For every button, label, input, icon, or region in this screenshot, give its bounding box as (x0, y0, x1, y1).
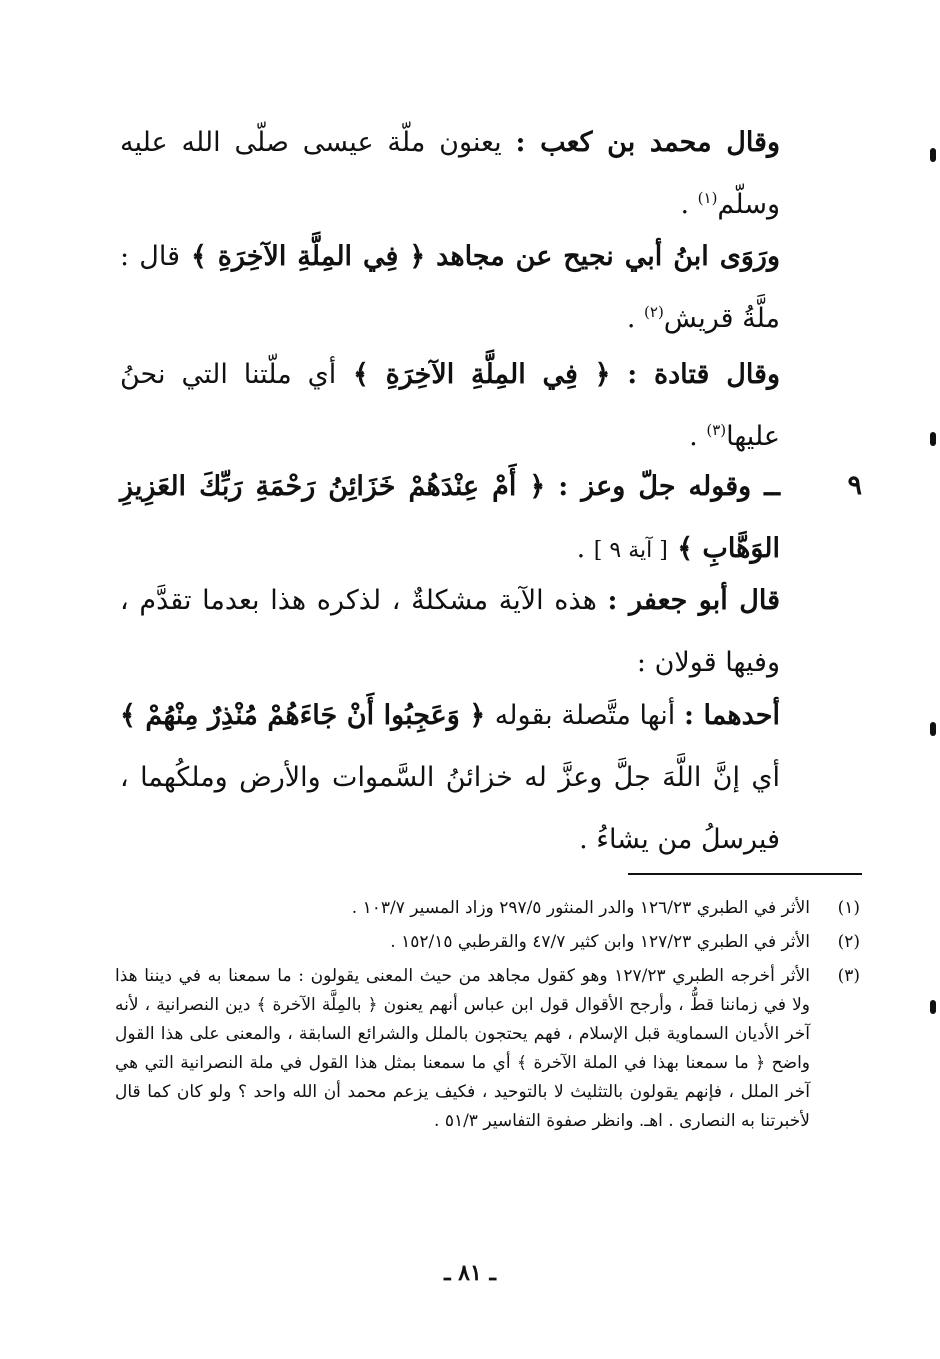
paragraph-2-text: قال : ملَّةُ قريش (120, 241, 780, 334)
quran-quote-2: ﴿ فِي المِلَّةِ الآخِرَةِ ﴾ (179, 241, 437, 272)
paragraph-1 (120, 112, 780, 236)
verse-number: ٩ (847, 470, 862, 501)
paragraph-3-tail: . (689, 421, 707, 452)
footnote-ref-1: (١) (697, 189, 718, 207)
margin-mark (930, 1000, 936, 1014)
speaker-1: وقال محمد بن كعب : (515, 127, 780, 158)
footnote-1-text: الأثر في الطبري ١٢٦/٢٣ والدر المنثور ٢٩٧/٥ وزاد المسير ١٠٣/٧ . (351, 898, 810, 918)
speaker-5: قال أبو جعفر : (607, 585, 780, 616)
speaker-3: وقال قتادة : (627, 359, 780, 390)
page-number: ـ ٨١ ـ (444, 1260, 496, 1286)
paragraph-2-tail: . (626, 303, 645, 334)
quran-quote-6: ﴿ وَعَجِبُوا أَنْ جَاءَهُمْ مُنْذِرٌ مِنْهُمْ ﴾ (120, 700, 495, 731)
speaker-6: أحدهما : (684, 700, 780, 731)
paragraph-4 (120, 456, 780, 582)
paragraph-3-text: أي ملّتنا التي نحنُ عليها (120, 359, 780, 452)
quran-quote-4: ﴿ أَمْ عِنْدَهُمْ خَزَائِنُ رَحْمَةِ رَبِّكَ العَزِيزِ الوَهَّابِ ﴾ (120, 471, 780, 564)
speaker-4: ــ وقوله جلّ وعز : (558, 471, 780, 502)
paragraph-2 (120, 226, 780, 350)
margin-mark (930, 148, 936, 162)
footnote-ref-2: (٢) (644, 303, 664, 321)
footnote-2-text: الأثر في الطبري ١٢٧/٢٣ وابن كثير ٤٧/٧ والقرطبي ١٥٢/١٥ . (390, 932, 810, 952)
footnote-3-number: (٣) (837, 966, 860, 986)
paragraph-5 (120, 570, 780, 694)
margin-mark (930, 432, 936, 446)
paragraph-6-text: أنها متَّصلة بقوله (494, 700, 685, 731)
footnote-3 (115, 962, 860, 1136)
paragraph-6-text-2: أي إنَّ اللَّهَ جلَّ وعزَّ له خزائنُ السَّموات والأرض وملكُهما ، فيرسلُ من يشاءُ . (120, 762, 780, 855)
footnote-1-number: (١) (837, 898, 860, 918)
quran-quote-3: ﴿ فِي المِلَّةِ الآخِرَةِ ﴾ (336, 359, 628, 390)
footnote-1 (115, 894, 860, 923)
paragraph-5-text: هذه الآية مشكلةٌ ، لذكره هذا بعدما تقدَّم ، وفيها قولان : (120, 585, 780, 678)
footnote-separator (628, 873, 862, 875)
footnote-ref-3: (٣) (706, 421, 727, 439)
margin-mark (930, 722, 936, 736)
footnote-2-number: (٢) (837, 932, 860, 952)
paragraph-4-tail: . (576, 533, 594, 564)
paragraph-6 (120, 685, 780, 871)
paragraph-1-text: يعنون ملّة عيسى صلّى الله عليه وسلّم (120, 127, 780, 220)
paragraph-3 (120, 344, 780, 468)
footnote-2 (115, 928, 860, 957)
verse-reference: [ آية ٩ ] (593, 538, 668, 563)
footnote-3-text: الأثر أخرجه الطبري ١٢٧/٢٣ وهو كقول مجاهد من حيث المعنى يقولون : ما سمعنا به في ديننا هذا ولا في زماننا قطُّ ، وأرجح الأقوال قول ابن عباس أنهم يعنون ﴿ بالمِلَّة الآخرة ﴾ دين النصرانية ، لأنه آخر الأديان السماوية قبل الإسلام ، فهم يحتجون بالملل والشرائع السابقة ، والمعنى على هذا القول واضح ﴿ ما سمعنا بهذا في الملة الآخرة ﴾ أي ما سمعنا بمثل هذا القول في ملة النصرانية التي هي آخر الملل ، فإنهم يقولون بالتثليث لا بالتوحيد ، فكيف يزعم محمد أن الله واحد ؟ ولو كان كما قال لأخبرتنا به النصارى . اهـ. وانظر صفوة التفاسير ٥١/٣ . (115, 966, 811, 1131)
paragraph-1-tail: . (680, 189, 698, 220)
speaker-2: ورَوَى ابنُ أبي نجيح عن مجاهد (436, 241, 780, 272)
